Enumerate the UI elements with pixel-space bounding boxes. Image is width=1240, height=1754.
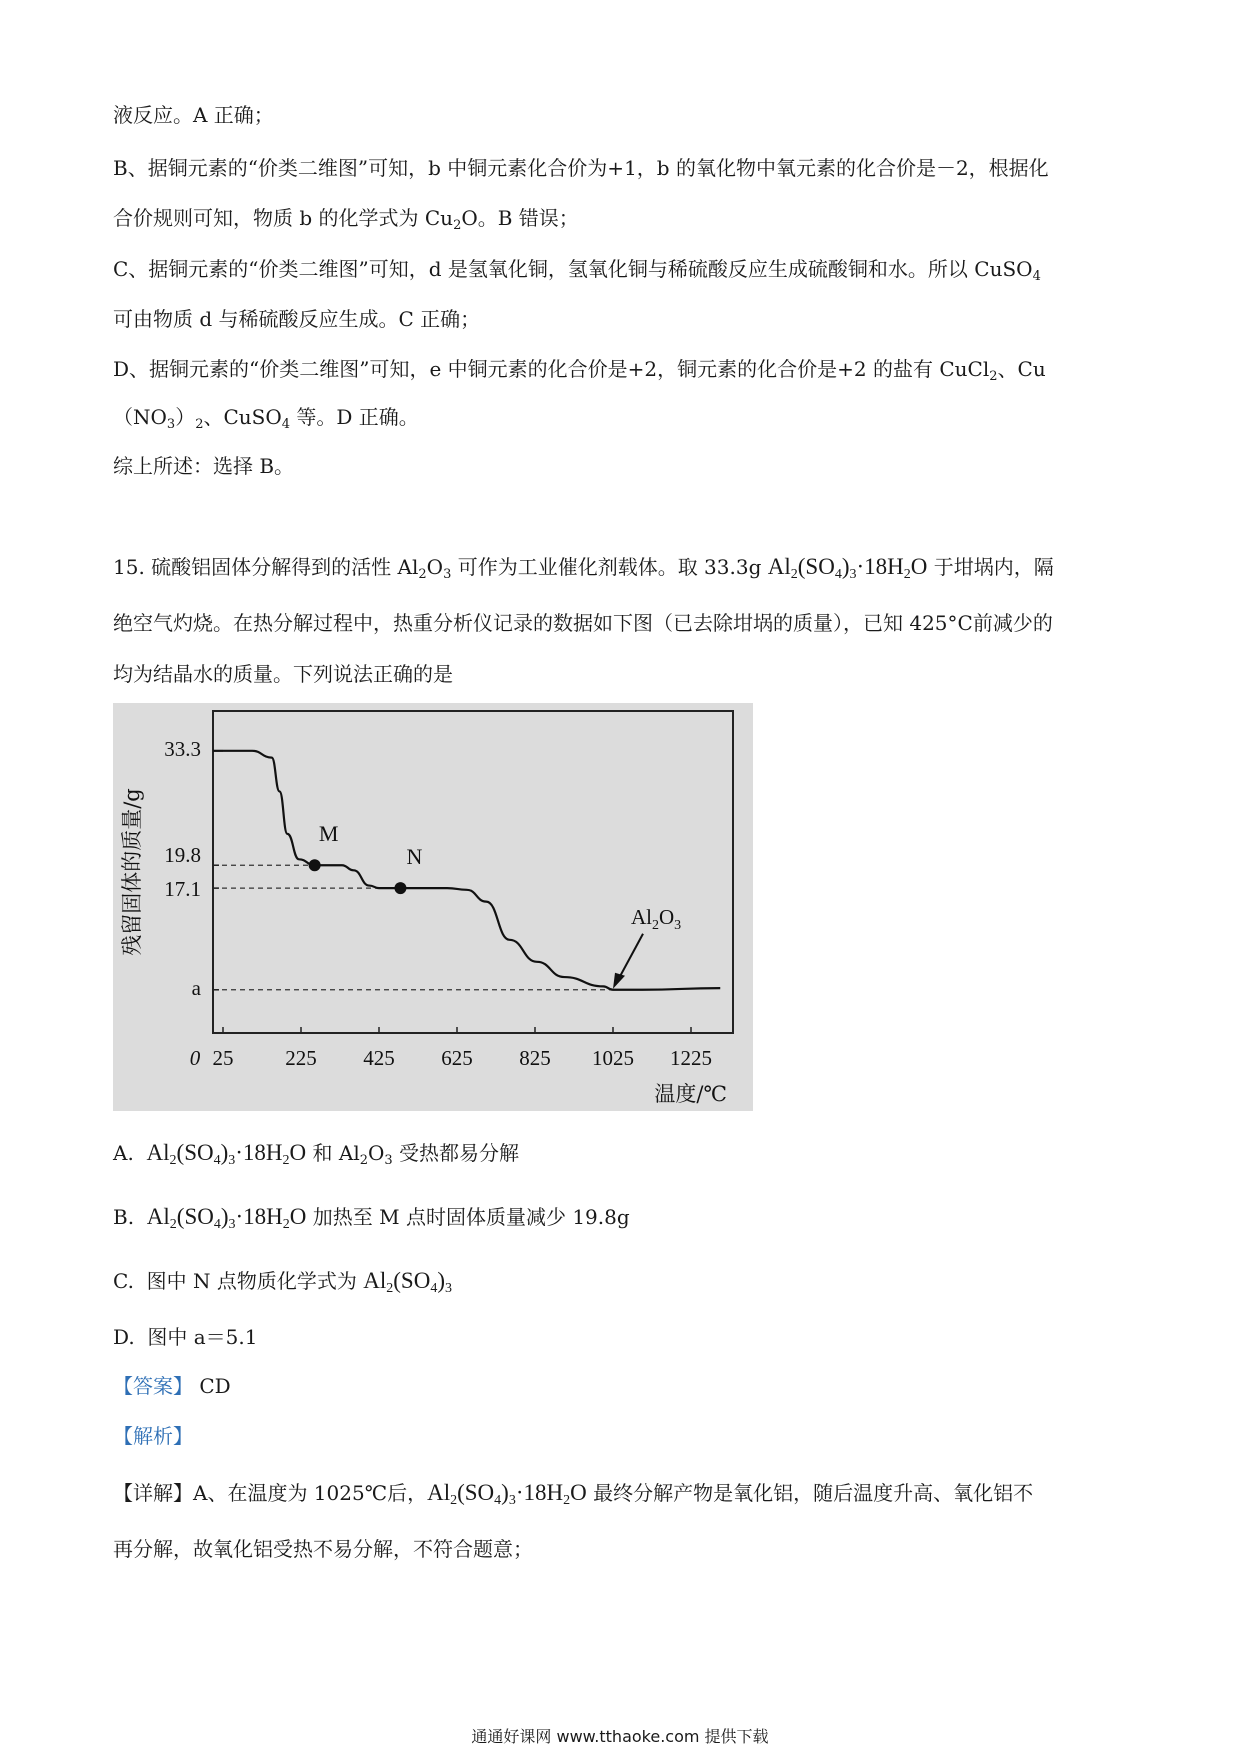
chart-frame [213,711,733,1033]
y-tick-label: a [191,975,201,1000]
detail-line2: 再分解，故氧化铝受热不易分解，不符合题意； [113,1537,533,1561]
option-b: B. $Al_2(SO_4)_3\cdot 18H_2O$ 加热至 M 点时固体质量减少 19.8g [113,1204,630,1232]
analysis-label-line: 【解析】 [113,1424,193,1448]
x-axis-label: 温度/℃ [654,1082,727,1106]
x-tick-label: 225 [285,1046,317,1070]
y-tick-label: 19.8 [164,843,201,868]
analysis-c-line1: C、据铜元素的“价类二维图”可知，d 是氢氧化铜，氢氧化铜与稀硫酸反应生成硫酸铜和水。所以 CuSO$_4$ [113,257,1041,284]
answer-line: 【答案】 CD [113,1374,231,1398]
question-line1: 15. 硫酸铝固体分解得到的活性 $Al_2O_3$ 可作为工业催化剂载体。取 33.3g $Al_2(SO_4)_3\cdot 18H_2O$ 于坩埚内，隔 [113,554,1054,582]
x-tick-label: 1225 [670,1046,712,1070]
x-tick-label: 25 [212,1046,234,1070]
point-m [309,859,321,871]
x-tick-label: 1025 [592,1046,634,1070]
question-number: 15. [113,555,145,579]
analysis-b-line2: 合价规则可知，物质 b 的化学式为 $Cu_2O$。B 错误； [113,206,579,233]
y-axis-label: 残留固体的质量/g [120,788,144,956]
point-n [394,882,406,894]
analysis-a-tail: 液反应。A 正确； [113,103,274,127]
y-tick-label: 17.1 [164,877,201,902]
analysis-d-line2: $(NO_3)_2$、CuSO$_4$ 等。D 正确。 [113,405,419,432]
option-d: D. 图中 a＝5.1 [113,1325,258,1349]
x-tick-label: 625 [441,1046,473,1070]
answer-value: CD [199,1374,231,1398]
detail-label: 【详解】 [113,1481,193,1505]
detail-line1: 【详解】A、在温度为 1025℃后，$Al_2(SO_4)_3\cdot 18H_2O$ 最终分解产物是氧化铝，随后温度升高、氧化铝不 [113,1480,1034,1508]
analysis-label: 解析 [133,1424,173,1448]
y-tick-label: 33.3 [164,736,201,761]
tga-chart [113,703,753,1111]
option-a: A. $Al_2(SO_4)_3\cdot 18H_2O$ 和 $Al_2O_3$ 受热都易分解 [113,1140,520,1168]
question-line2: 绝空气灼烧。在热分解过程中，热重分析仪记录的数据如下图（已去除坩埚的质量），已知 425°C前减少的 [113,611,1053,635]
analysis-c-line2: 可由物质 d 与稀硫酸反应生成。C 正确； [113,307,481,331]
x-tick-label: 825 [519,1046,551,1070]
analysis-summary: 综上所述：选择 B。 [113,454,295,478]
footer-watermark: 通通好课网 www.tthaoke.com 提供下载 [471,1727,769,1746]
point-label-m: M [318,821,339,847]
x-tick-label: 425 [363,1046,395,1070]
annotation-label: $Al_2O_3$ [631,904,682,933]
annotation-arrowhead [613,973,625,989]
point-label-n: N [406,844,423,870]
analysis-b-line1: B、据铜元素的“价类二维图”可知，b 中铜元素化合价为+1，b 的氧化物中氧元素的化合价是－2，根据化 [113,156,1049,180]
x-tick-label: 0 [189,1046,201,1070]
analysis-d-line1: D、据铜元素的“价类二维图”可知，e 中铜元素的化合价是+2，铜元素的化合价是+2 的盐有 CuCl$_2$、Cu [113,357,1046,384]
option-c: C. 图中 N 点物质化学式为 $Al_2(SO_4)_3$ [113,1268,452,1296]
answer-label: 答案 [133,1374,173,1398]
question-line3: 均为结晶水的质量。下列说法正确的是 [113,662,453,686]
tga-curve [223,751,720,990]
formula-al2so43-18h2o: $Al_2(SO_4)_3\cdot 18H_2O$ [767,554,928,582]
tga-chart-svg [113,703,753,1111]
